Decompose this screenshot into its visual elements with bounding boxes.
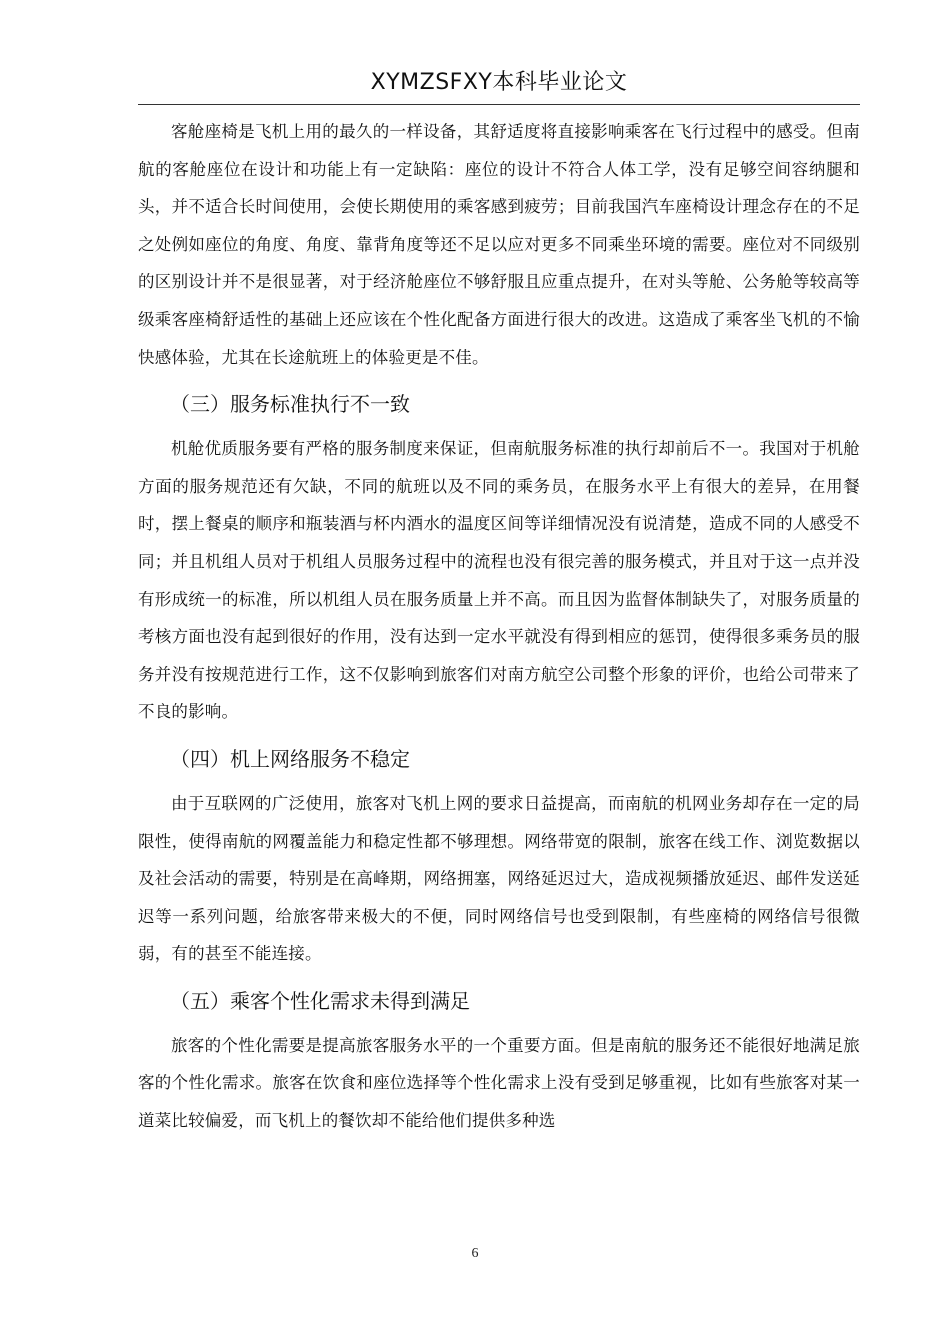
paragraph-service-standards: 机舱优质服务要有严格的服务制度来保证，但南航服务标准的执行却前后不一。我国对于机舱方面的服务规范还有欠缺，不同的航班以及不同的乘务员，在服务水平上有很大的差异，在用餐时，摆上餐桌的顺序和瓶装酒与杯内酒水的温度区间等详细情况没有说清楚，造成不同的人感受不同；并且机组人员对于机组人员服务过程中的流程也没有很完善的服务模式，并且对于这一点并没有形成统一的标准，所以机组人员在服务质量上并不高。而且因为监督体制缺失了，对服务质量的考核方面也没有起到很好的作用，没有达到一定水平就没有得到相应的惩罚，使得很多乘务员的服务并没有按规范进行工作，这不仅影响到旅客们对南方航空公司整个形象的评价，也给公司带来了不良的影响。 [138,439,860,722]
body-content [138,113,860,1140]
section-heading-3: （三）服务标准执行不一致 [170,392,410,417]
page-header: XYMZSFXY本科毕业论文 [138,66,860,105]
paragraph-personalized-needs: 旅客的个性化需要是提高旅客服务水平的一个重要方面。但是南航的服务还不能很好地满足旅客的个性化需求。旅客在饮食和座位选择等个性化需求上没有受到足够重视，比如有些旅客对某一道菜比较偏爱，而飞机上的餐饮却不能给他们提供多种选 [138,1035,860,1131]
paragraph-seat-comfort: 客舱座椅是飞机上用的最久的一样设备，其舒适度将直接影响乘客在飞行过程中的感受。但南航的客舱座位在设计和功能上有一定缺陷：座位的设计不符合人体工学，没有足够空间容纳腿和头，并不适合长时间使用，会使长期使用的乘客感到疲劳；目前我国汽车座椅设计理念存在的不足之处例如座位的角度、角度、靠背角度等还不足以应对更多不同乘坐环境的需要。座位对不同级别的区别设计并不是很显著，对于经济舱座位不够舒服且应重点提升，在对头等舱、公务舱等较高等级乘客座椅舒适性的基础上还应该在个性化配备方面进行很大的改进。这造成了乘客坐飞机的不愉快感体验，尤其在长途航班上的体验更是不佳。 [138,122,860,367]
page-number: 6 [471,1246,479,1261]
section-heading-4: （四）机上网络服务不稳定 [170,746,410,771]
section-heading-5: （五）乘客个性化需求未得到满足 [170,988,470,1013]
paragraph-network-service: 由于互联网的广泛使用，旅客对飞机上网的要求日益提高，而南航的机网业务却存在一定的局限性，使得南航的网覆盖能力和稳定性都不够理想。网络带宽的限制，旅客在线工作、浏览数据以及社会活动的需要，特别是在高峰期，网络拥塞，网络延迟过大，造成视频播放延迟、邮件发送延迟等一系列问题，给旅客带来极大的不便，同时网络信号也受到限制，有些座椅的网络信号很微弱，有的甚至不能连接。 [138,793,860,964]
